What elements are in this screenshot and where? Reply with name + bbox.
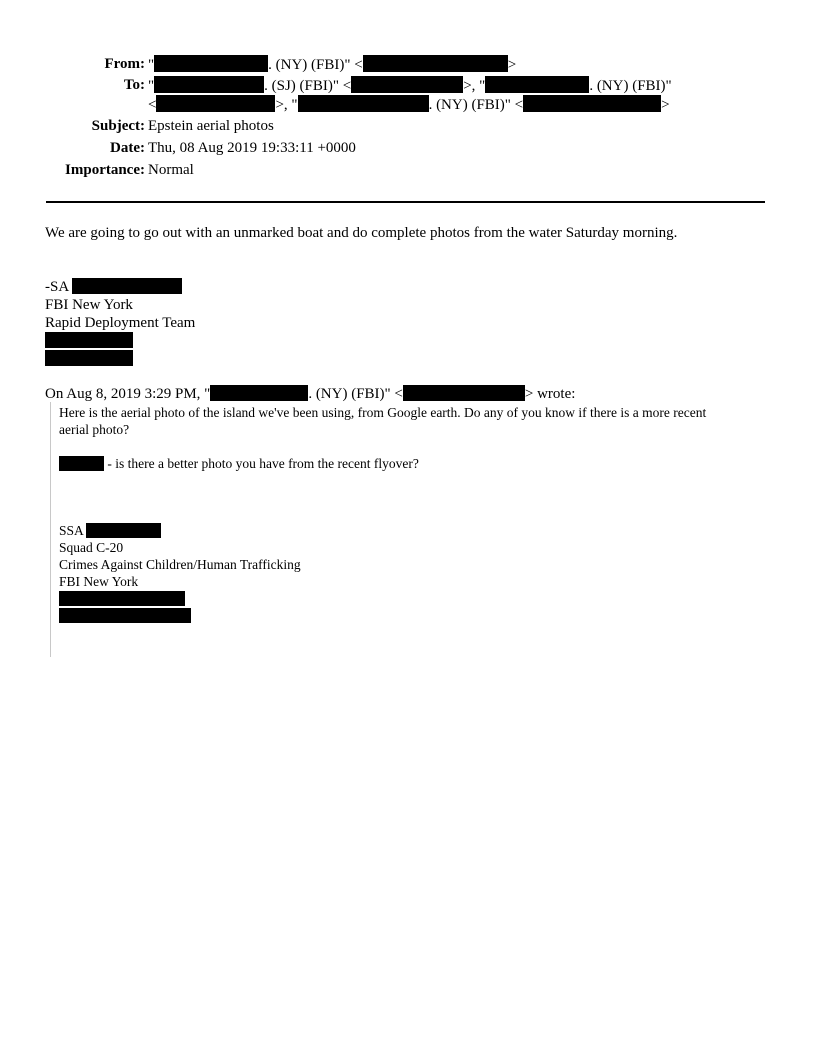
redaction-bar xyxy=(363,55,508,72)
message-body: We are going to go out with an unmarked boat and do complete photos from the water Saturday morning. xyxy=(45,225,678,241)
to-agency-2: . (NY) (FBI)" xyxy=(589,78,672,94)
redaction-bar xyxy=(59,456,104,471)
quoted-signature-redacted-1 xyxy=(59,590,185,607)
quoted-signature-squad: Squad C-20 xyxy=(59,540,124,555)
quote-attribution xyxy=(45,385,575,403)
subject-label: Subject: xyxy=(91,118,145,134)
quote-bar xyxy=(50,402,51,657)
from-close: > xyxy=(507,57,517,73)
signature-office: FBI New York xyxy=(45,297,133,313)
quoted-signature-redacted-2 xyxy=(59,607,191,624)
quoted-line-2: aerial photo? xyxy=(59,422,130,437)
from-value xyxy=(148,55,516,75)
to-value-line2 xyxy=(148,95,670,115)
redaction-bar xyxy=(298,95,429,112)
redaction-bar xyxy=(45,350,133,366)
redaction-bar xyxy=(156,95,275,112)
to-separator-2: >, " xyxy=(275,97,298,113)
to-agency-3: . (NY) (FBI)" < xyxy=(428,97,524,113)
quoted-line-1: Here is the aerial photo of the island we've been using, from Google earth. Do any of you know if there is a more recent xyxy=(59,405,707,420)
header-divider xyxy=(46,201,765,203)
quoted-signature-unit: Crimes Against Children/Human Trafficking xyxy=(59,557,301,572)
signature-team: Rapid Deployment Team xyxy=(45,315,196,331)
attribution-agency: . (NY) (FBI)" < xyxy=(308,386,403,402)
attribution-suffix: > wrote: xyxy=(524,386,576,402)
to-label: To: xyxy=(123,77,145,93)
attribution-prefix: On Aug 8, 2019 3:29 PM, " xyxy=(45,386,211,402)
redaction-bar xyxy=(72,278,182,294)
importance-label: Importance: xyxy=(65,162,145,178)
quoted-question xyxy=(59,455,419,472)
to-agency-1: . (SJ) (FBI)" < xyxy=(264,78,352,94)
redaction-bar xyxy=(154,55,268,72)
date-label: Date: xyxy=(110,140,145,156)
from-agency: . (NY) (FBI)" < xyxy=(268,57,363,73)
redaction-bar xyxy=(86,523,161,538)
to-open: < xyxy=(148,97,157,113)
quoted-signature-name xyxy=(59,522,161,539)
redaction-bar xyxy=(210,385,308,401)
signature-prefix: -SA xyxy=(45,279,69,295)
redaction-bar xyxy=(59,591,185,606)
subject-value: Epstein aerial photos xyxy=(148,118,274,134)
signature-redacted-1 xyxy=(45,332,133,350)
redaction-bar xyxy=(154,76,264,93)
to-close: > xyxy=(661,97,670,113)
importance-value: Normal xyxy=(148,162,194,178)
from-label: From: xyxy=(104,56,145,72)
redaction-bar xyxy=(59,608,191,623)
to-quote: " xyxy=(148,78,155,94)
redaction-bar xyxy=(403,385,525,401)
from-quote: " xyxy=(148,57,155,73)
quoted-signature-office: FBI New York xyxy=(59,574,139,589)
question-text: - is there a better photo you have from the recent flyover? xyxy=(104,456,419,471)
redaction-bar xyxy=(485,76,589,93)
redaction-bar xyxy=(45,332,133,348)
signature-redacted-2 xyxy=(45,350,133,368)
redaction-bar xyxy=(523,95,661,112)
date-value: Thu, 08 Aug 2019 19:33:11 +0000 xyxy=(148,140,356,156)
signature-name xyxy=(45,278,182,296)
to-value-line1 xyxy=(148,76,672,96)
quoted-signature-prefix: SSA xyxy=(59,523,84,538)
to-separator-1: >, " xyxy=(463,78,486,94)
redaction-bar xyxy=(351,76,463,93)
